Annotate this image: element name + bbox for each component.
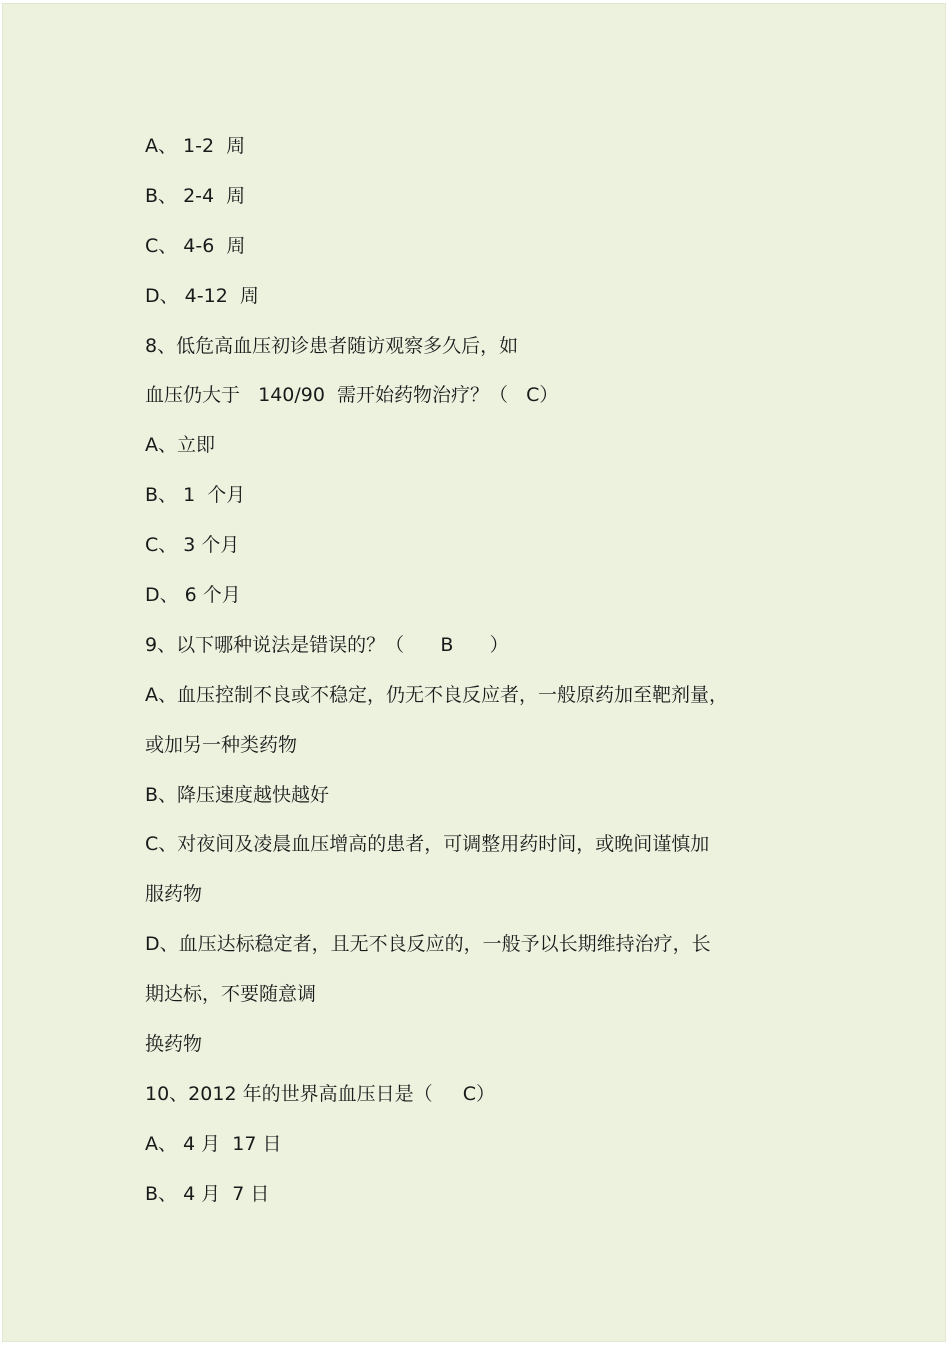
q10-option-b: B、 4 月 7 日 [145,1182,270,1205]
q7-option-a: A、 1-2 周 [145,135,246,157]
q8-stem-line-2: 血压仍大于 140/90 需开始药物治疗？（ C） [145,384,559,407]
q10-option-a: A、 4 月 17 日 [145,1132,282,1155]
q8-option-c: C、 3 个月 [145,534,240,557]
q9-option-c-line-1: C、对夜间及凌晨血压增高的患者，可调整用药时间，或晚间谨慎加 [145,833,710,856]
q9-option-c-line-2: 服药物 [145,883,203,906]
document-body [145,129,785,1227]
q9-option-d-line-3: 换药物 [145,1033,203,1056]
q7-option-c: C、 4-6 周 [145,234,246,257]
q9-option-b: B、降压速度越快越好 [145,783,330,806]
q9-option-a-line-2: 或加另一种类药物 [145,733,298,756]
q7-option-b: B、 2-4 周 [145,184,246,207]
q7-option-d: D、 4-12 周 [145,284,259,307]
q8-option-b: B、 1 个月 [145,484,246,507]
q8-option-d: D、 6 个月 [145,584,241,607]
q8-stem-line-1: 8、低危高血压初诊患者随访观察多久后，如 [145,334,519,357]
q9-option-d-line-2: 期达标，不要随意调 [145,983,317,1006]
q9-option-d-line-1: D、血压达标稳定者，且无不良反应的，一般予以长期维持治疗，长 [145,933,711,956]
q9-stem: 9、以下哪种说法是错误的？（ B ） [145,633,509,656]
q10-stem: 10、2012 年的世界高血压日是（ C） [145,1082,496,1105]
q8-option-a: A、立即 [145,434,215,457]
q9-option-a-line-1: A、血压控制不良或不稳定，仍无不良反应者，一般原药加至靶剂量， [145,683,728,706]
document-page [2,3,946,1342]
